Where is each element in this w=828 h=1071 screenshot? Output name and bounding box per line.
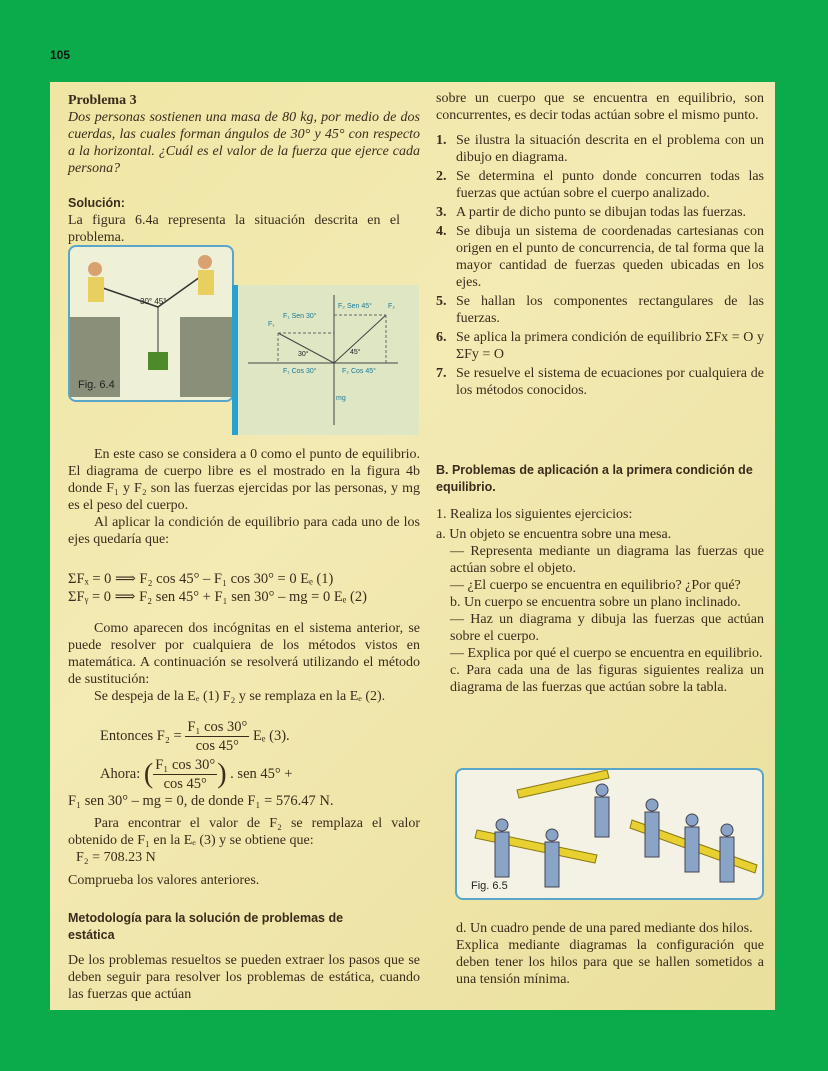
step-text: Se determina el punto donde concurren todas las fuerzas que actúan sobre el cuerpo analizado. bbox=[456, 169, 764, 201]
methodology-block bbox=[68, 910, 420, 1003]
label-angle-30: 30° bbox=[298, 351, 309, 358]
result-block bbox=[68, 815, 420, 889]
paragraph: Comprueba los valores anteriores. bbox=[68, 873, 260, 888]
free-body-diagram bbox=[232, 285, 419, 435]
exercises-block bbox=[436, 462, 764, 696]
people-holding-mass-illustration bbox=[70, 247, 232, 400]
label-f1: F₁ bbox=[268, 321, 275, 328]
step-number: 6. bbox=[436, 330, 447, 345]
force-vectors-diagram bbox=[238, 285, 413, 435]
label-angle-45: 45° bbox=[350, 349, 361, 356]
exercise-a-1: — Representa mediante un diagrama las fuerzas que actúan sobre el objeto. bbox=[450, 544, 764, 576]
step-number: 4. bbox=[436, 224, 447, 239]
equation-3 bbox=[100, 718, 290, 755]
step-item bbox=[436, 365, 764, 399]
label-f2-cos: F₂ Cos 45° bbox=[342, 368, 376, 375]
fraction-numerator: F₁ cos 30° bbox=[155, 757, 216, 773]
label-f1-cos: F₁ Cos 30° bbox=[283, 368, 317, 375]
fraction-numerator: F₁ cos 30° bbox=[187, 719, 248, 735]
solution-title: Solución: bbox=[68, 196, 125, 210]
exercise-b: b. Un cuerpo se encuentra sobre un plano inclinado. bbox=[450, 595, 741, 610]
ahora-suffix: . sen 45° + bbox=[230, 765, 293, 782]
method-block bbox=[68, 620, 420, 705]
exercise-b-2: — Explica por qué el cuerpo se encuentra en equilibrio. bbox=[450, 646, 763, 661]
steps-list bbox=[436, 132, 764, 399]
paragraph: Se despeja de la Eₑ (1) F₂ y se remplaza en la Eₑ (2). bbox=[94, 689, 386, 704]
step-number: 1. bbox=[436, 133, 447, 148]
step-text: Se hallan los componentes rectangulares de las fuerzas. bbox=[456, 294, 764, 326]
ahora-label: Ahora: bbox=[100, 765, 141, 782]
step-text: Se aplica la primera condición de equilibrio ΣFx = O y ΣFy = O bbox=[456, 330, 764, 362]
exercise-d-1: Explica mediante diagramas la configuración que deben tener los hilos para que se hallen sometidos a una tensión mínima. bbox=[456, 938, 764, 987]
paragraph: De los problemas resueltos se pueden extraer los pasos que se deben seguir para resolver los problemas de estática, cuando las fuerzas que actúan bbox=[68, 953, 420, 1002]
problem-text: Dos personas sostienen una masa de 80 kg, por medio de dos cuerdas, las cuales forman ángulos de 30° y 45° con respecto a la horizontal. ¿Cuál es el valor de la fuerza que ejerce cada persona? bbox=[68, 110, 420, 176]
step-number: 7. bbox=[436, 366, 447, 381]
label-mg: mg bbox=[336, 395, 346, 402]
solution-text: La figura 6.4a representa la situación descrita en el problema. bbox=[68, 213, 400, 245]
angle-label: 30° 45° bbox=[140, 297, 167, 306]
explanation-block bbox=[68, 446, 420, 548]
equation-1: ΣFₓ = 0 ⟹ F₂ cos 45° – F₁ cos 30° = 0 Eₑ (1) bbox=[68, 571, 334, 587]
step-text: Se dibuja un sistema de coordenadas cartesianas con origen en el punto de concurrencia, de tal forma que la mayor cantidad de fuerzas queden ubicadas en los ejes. bbox=[456, 224, 764, 290]
step-text: A partir de dicho punto se dibujan todas las fuerzas. bbox=[456, 205, 747, 220]
exercise-d: d. Un cuadro pende de una pared mediante dos hilos. bbox=[456, 921, 753, 936]
step-item bbox=[436, 293, 764, 327]
solution-block bbox=[68, 195, 400, 246]
paragraph: sobre un cuerpo que se encuentra en equilibrio, son concurrentes, es decir todas actúan sobre el mismo punto. bbox=[436, 91, 764, 123]
step-text: Se resuelve el sistema de ecuaciones por cualquiera de los métodos conocidos. bbox=[456, 366, 764, 398]
entonces-label: Entonces F₂ = bbox=[100, 727, 182, 744]
label-f2-sen: F₂ Sen 45° bbox=[338, 303, 372, 310]
exercise-d-block bbox=[456, 920, 764, 988]
equation-3-suffix: Eₑ (3). bbox=[252, 727, 290, 744]
exercise-a-2: — ¿El cuerpo se encuentra en equilibrio? ¿Por qué? bbox=[450, 578, 741, 593]
paragraph: Para encontrar el valor de F₂ se remplaza el valor obtenido de F₁ en la Eₑ (3) y se obtiene que: bbox=[68, 816, 420, 848]
page-number: 105 bbox=[50, 48, 71, 62]
step-text: Se ilustra la situación descrita en el problema con un dibujo en diagrama. bbox=[456, 133, 764, 165]
step-item bbox=[436, 329, 764, 363]
step-number: 3. bbox=[436, 205, 447, 220]
people-carrying-board-illustration bbox=[457, 770, 762, 898]
result-f1: F₁ sen 30° – mg = 0, de donde F₁ = 576.47 N. bbox=[68, 793, 334, 809]
figure-6-5 bbox=[455, 768, 764, 900]
figure-6-4 bbox=[68, 245, 234, 402]
label-f1-sen: F₁ Sen 30° bbox=[283, 313, 317, 320]
step-item bbox=[436, 204, 764, 221]
figure-label: Fig. 6.5 bbox=[471, 880, 508, 892]
equation-2: ΣFᵧ = 0 ⟹ F₂ sen 45° + F₁ sen 30° – mg = 0 Eₑ (2) bbox=[68, 589, 367, 605]
exercise-c: c. Para cada una de las figuras siguientes realiza un diagrama de las fuerzas que actúan sobre la tabla. bbox=[450, 663, 764, 695]
step-item bbox=[436, 132, 764, 166]
step-number: 2. bbox=[436, 169, 447, 184]
equation-substitution: Ahora: ( $\frac{\text{F₁ cos 30°}}{\cos 45^\circ}$ ) . sen 45° + bbox=[100, 757, 293, 792]
step-item bbox=[436, 223, 764, 291]
problem-block bbox=[68, 92, 420, 177]
steps-block bbox=[436, 90, 764, 401]
exercise-a: a. Un objeto se encuentra sobre una mesa. bbox=[436, 527, 672, 542]
step-item bbox=[436, 168, 764, 202]
paragraph: Al aplicar la condición de equilibrio para cada uno de los ejes quedaría que: bbox=[68, 515, 420, 547]
problem-title: Problema 3 bbox=[68, 93, 137, 108]
fraction-denominator: cos 45° bbox=[195, 738, 239, 754]
figure-label: Fig. 6.4 bbox=[78, 379, 115, 391]
paragraph: Como aparecen dos incógnitas en el sistema anterior, se puede resolver por cualquiera de los métodos vistos en matemática. A continuación se resolverá utilizando el método de sustitución: bbox=[68, 621, 420, 687]
exercise-1: 1. Realiza los siguientes ejercicios: bbox=[436, 507, 633, 522]
step-number: 5. bbox=[436, 294, 447, 309]
result-f2: F₂ = 708.23 N bbox=[76, 850, 156, 865]
exercise-b-1: — Haz un diagrama y dibuja las fuerzas que actúan sobre el cuerpo. bbox=[450, 612, 764, 644]
section-b-title: B. Problemas de aplicación a la primera condición de equilibrio. bbox=[436, 463, 753, 494]
paragraph: En este caso se considera a 0 como el punto de equilibrio. El diagrama de cuerpo libre es el mostrado en la figura 4b donde F₁ y F₂ son las fuerzas ejercidas por las personas, y mg es el peso del cuerpo. bbox=[68, 447, 420, 513]
label-f2: F₂ bbox=[388, 303, 395, 310]
methodology-title: Metodología para la solución de problemas de estática bbox=[68, 911, 344, 942]
fraction-denominator: cos 45° bbox=[163, 776, 207, 792]
